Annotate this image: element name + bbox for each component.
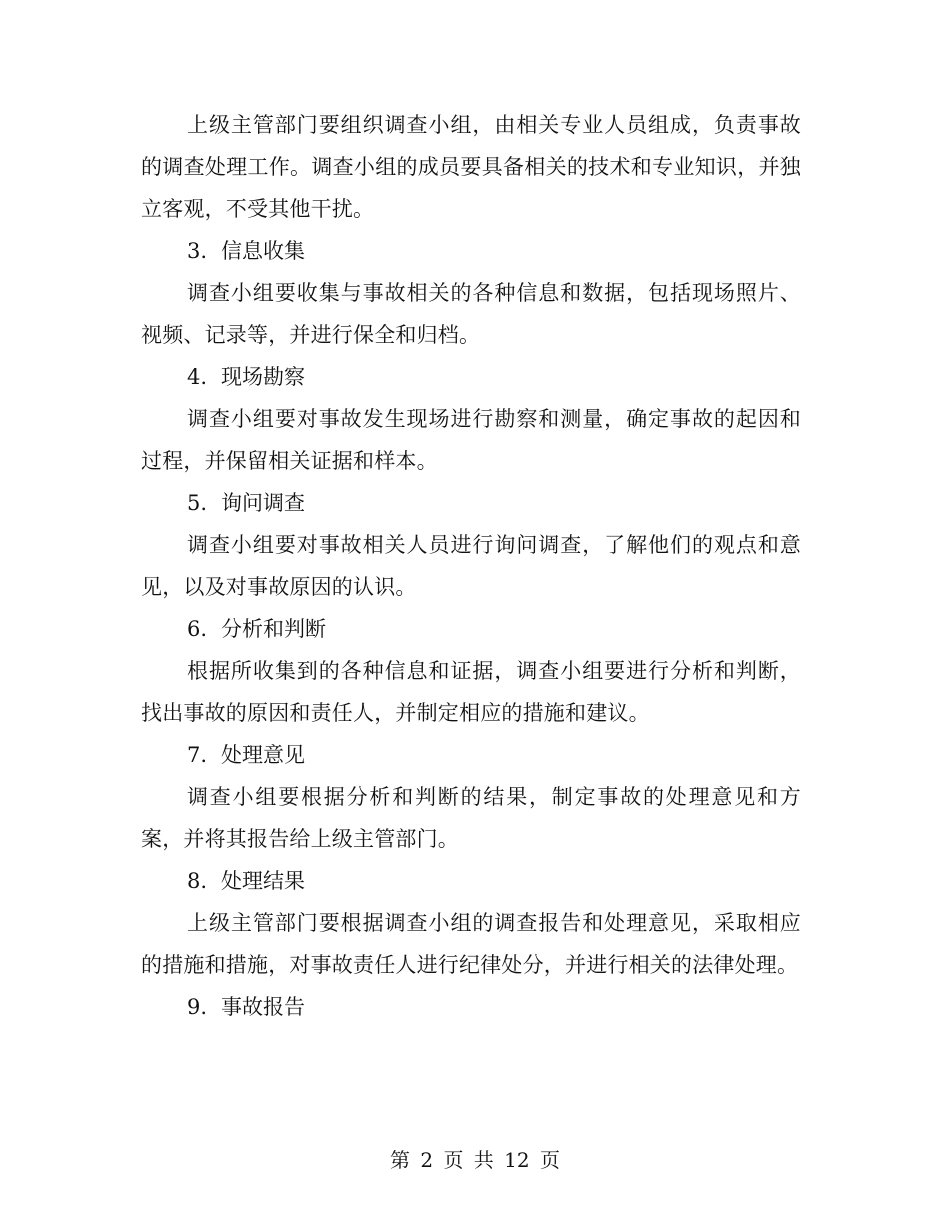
paragraph-handling-opinion: 调查小组要根据分析和判断的结果，制定事故的处理意见和方案，并将其报告给上级主管部门。: [141, 785, 801, 851]
section-heading-inquiry: [141, 482, 801, 524]
section-number: 5.: [187, 491, 208, 515]
section-title: 事故报告: [221, 995, 305, 1019]
section-number: 7.: [187, 743, 208, 767]
section-heading-info-collection: [141, 230, 801, 272]
section-heading-analysis: [141, 608, 801, 650]
section-number: 3.: [187, 239, 208, 263]
section-number: 8.: [187, 869, 208, 893]
section-heading-handling-opinion: [141, 734, 801, 776]
paragraph-site-survey: 调查小组要对事故发生现场进行勘察和测量，确定事故的起因和过程，并保留相关证据和样本。: [141, 407, 801, 473]
section-title: 分析和判断: [221, 617, 326, 641]
paragraph-info-collection: 调查小组要收集与事故相关的各种信息和数据，包括现场照片、视频、记录等，并进行保全和归档。: [141, 281, 801, 347]
section-number: 9.: [187, 995, 208, 1019]
section-heading-accident-report: [141, 986, 801, 1028]
section-number: 4.: [187, 365, 208, 389]
section-heading-handling-result: [141, 860, 801, 902]
section-title: 信息收集: [221, 239, 305, 263]
section-number: 6.: [187, 617, 208, 641]
paragraph-analysis: 根据所收集到的各种信息和证据，调查小组要进行分析和判断，找出事故的原因和责任人，并制定相应的措施和建议。: [141, 659, 801, 725]
section-heading-site-survey: [141, 356, 801, 398]
section-title: 现场勘察: [221, 365, 305, 389]
section-title: 处理意见: [221, 743, 305, 767]
section-title: 处理结果: [221, 869, 305, 893]
section-title: 询问调查: [221, 491, 305, 515]
paragraph-handling-result: 上级主管部门要根据调查小组的调查报告和处理意见，采取相应的措施和措施，对事故责任人进行纪律处分，并进行相关的法律处理。: [141, 911, 801, 977]
page-number-footer: 第 2 页 共 12 页: [390, 1148, 560, 1172]
document-body: [141, 104, 801, 1028]
paragraph-inquiry: 调查小组要对事故相关人员进行询问调查，了解他们的观点和意见，以及对事故原因的认识。: [141, 533, 801, 599]
paragraph-investigation-team: 上级主管部门要组织调查小组，由相关专业人员组成，负责事故的调查处理工作。调查小组的成员要具备相关的技术和专业知识，并独立客观，不受其他干扰。: [141, 113, 801, 221]
